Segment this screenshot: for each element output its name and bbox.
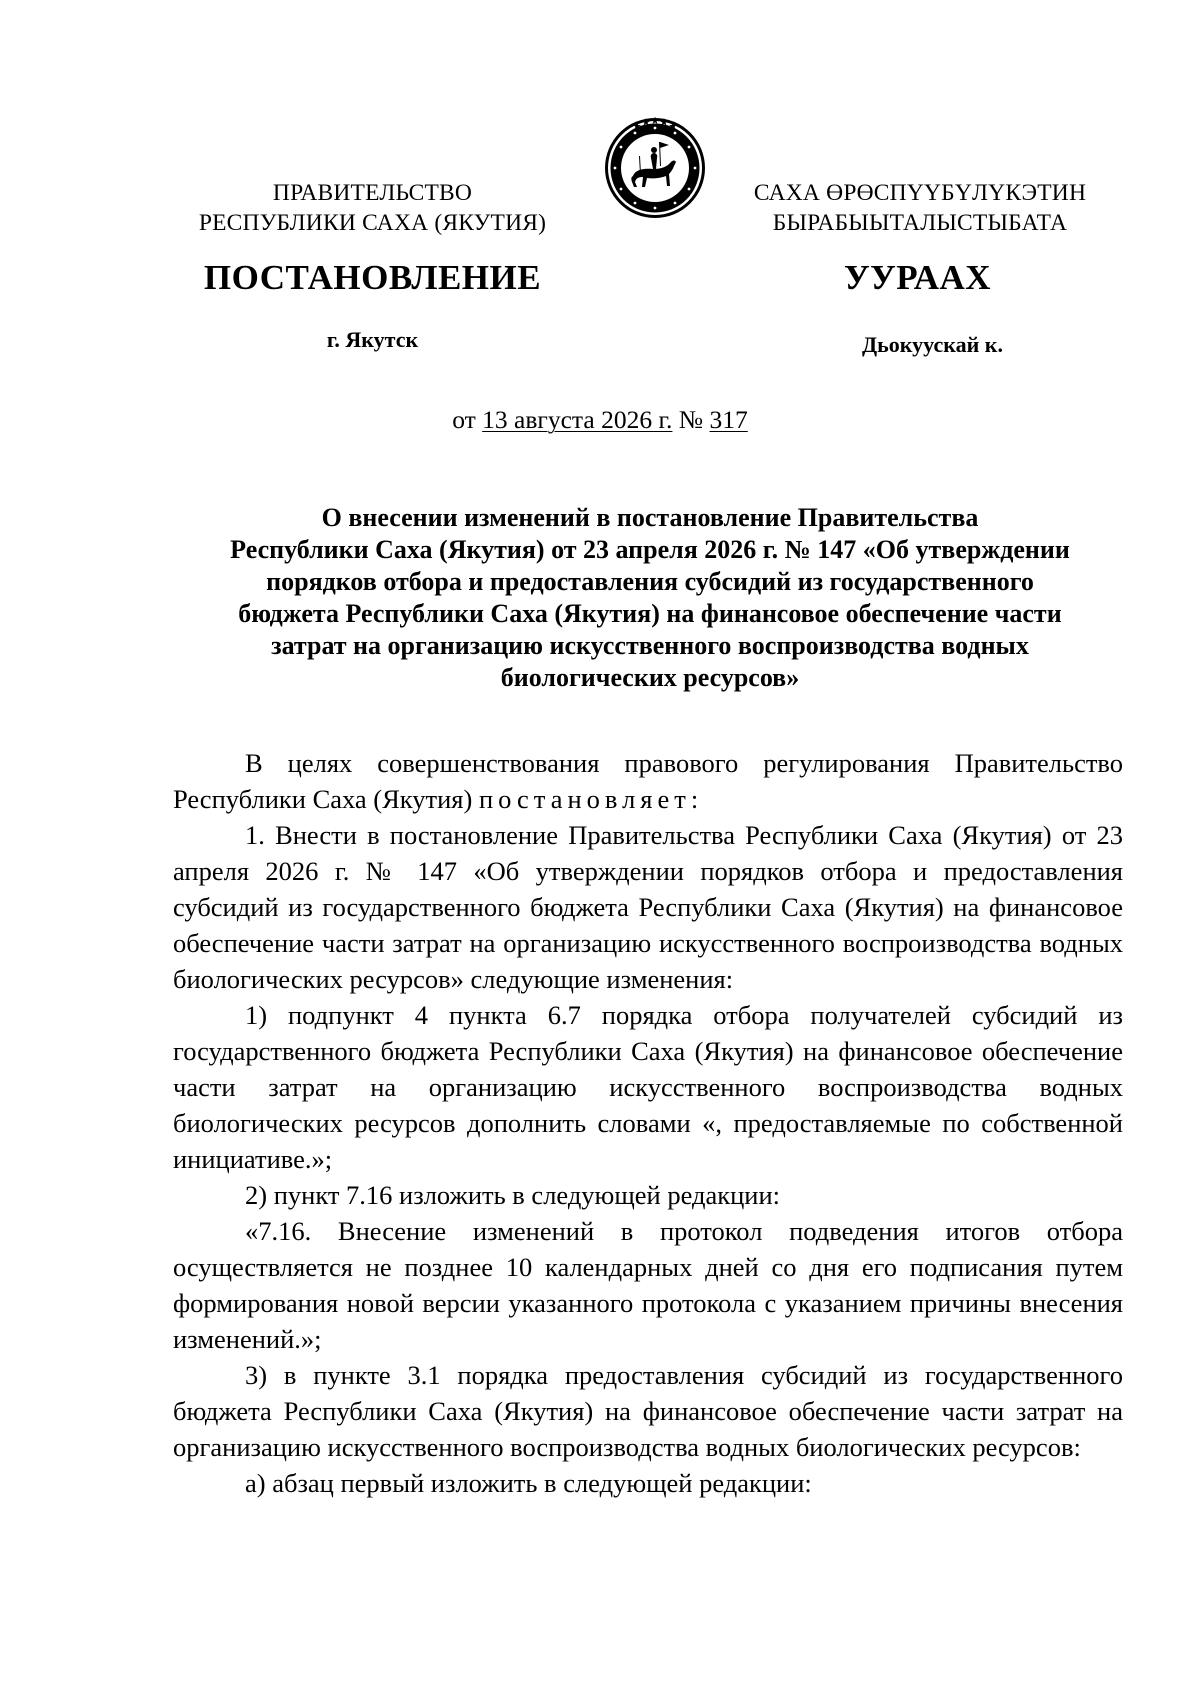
- body-paragraph: 3) в пункте 3.1 порядка предоставления субсидий из государственного бюджета Республики Саха (Якутия) на финансовое обеспечение части затрат на организацию искусственного воспроизводства водных биологических ресурсов:: [173, 1360, 1123, 1462]
- header-left-block: [190, 178, 555, 238]
- city-left: г. Якутск: [326, 327, 419, 352]
- document-title: [170, 502, 1130, 694]
- body-paragraph: а) абзац первый изложить в следующей редакции:: [245, 1468, 812, 1498]
- body-paragraph: «7.16. Внесение изменений в протокол подведения итогов отбора осуществляется не позднее 10 календарных дней со дня его подписания путем формирования новой версии указанного протокола с указанием причины внесения изменений.»;: [173, 1216, 1123, 1354]
- document-title-line: О внесении изменений в постановление Правительства: [321, 503, 979, 532]
- document-title-line: бюджета Республики Саха (Якутия) на финансовое обеспечение части: [238, 599, 1062, 628]
- dateline-number-sign: №: [672, 405, 710, 434]
- body-paragraph: 2) пункт 7.16 изложить в следующей редакции:: [245, 1180, 781, 1210]
- preamble-spaced-word: постановляет:: [478, 784, 704, 814]
- body-paragraph-preamble: [173, 745, 1123, 817]
- dateline-date: 13 августа 2026 г.: [482, 405, 673, 434]
- document-title-line: Республики Саха (Якутия) от 23 апреля 2026 г. № 147 «Об утверждении: [230, 535, 1070, 564]
- header-right-line2: БЫРАБЫЫТАЛЫСТЫБАТА: [772, 210, 1068, 236]
- document-title-line: биологических ресурсов»: [500, 663, 800, 692]
- dateline-number: 317: [709, 405, 748, 434]
- document-body: [173, 745, 1123, 1501]
- header-right-line1: САХА ӨРӨСПҮҮБҮЛҮКЭТИН: [753, 180, 1087, 206]
- title-right: УУРААХ: [843, 258, 992, 297]
- header-right-block: [735, 178, 1105, 238]
- header-left-line1: ПРАВИТЕЛЬСТВО: [272, 180, 473, 206]
- city-right: Дьокуускай к.: [862, 332, 1003, 357]
- dateline-prefix: от: [452, 405, 483, 434]
- republic-emblem-icon: [603, 116, 707, 220]
- preamble-text: В целях совершенствования правового регулирования Правительство Республики Саха (Якутия): [173, 748, 1123, 814]
- header-left-line2: РЕСПУБЛИКИ САХА (ЯКУТИЯ): [198, 210, 547, 236]
- body-paragraph: 1) подпункт 4 пункта 6.7 порядка отбора получателей субсидий из государственного бюджета Республики Саха (Якутия) на финансовое обеспечение части затрат на организацию искусственного воспроизводства водных биологических ресурсов дополнить словами «, предоставляемые по собственной инициативе.»;: [173, 1000, 1123, 1174]
- document-title-line: порядков отбора и предоставления субсидий из государственного: [266, 567, 1034, 596]
- dateline: [300, 405, 900, 435]
- document-title-line: затрат на организацию искусственного воспроизводства водных: [271, 631, 1029, 660]
- body-paragraph: 1. Внести в постановление Правительства Республики Саха (Якутия) от 23 апреля 2026 г. № 147 «Об утверждении порядков отбора и предоставления субсидий из государственного бюджета Республики Саха (Якутия) на финансовое обеспечение части затрат на организацию искусственного воспроизводства водных биологических ресурсов» следующие изменения:: [173, 820, 1123, 994]
- title-left: ПОСТАНОВЛЕНИЕ: [203, 258, 542, 297]
